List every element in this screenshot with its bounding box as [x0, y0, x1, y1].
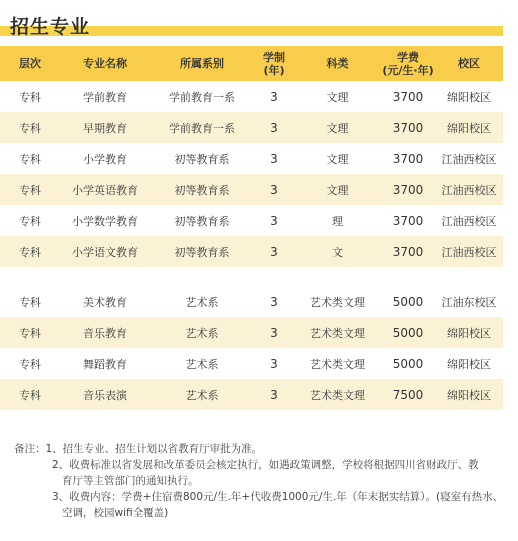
cell-level: 专科: [19, 121, 41, 135]
cell-years: 3: [270, 387, 278, 402]
cell-fee: 3700: [392, 182, 424, 197]
header-major: 专业名称: [83, 57, 127, 70]
note-line-3a: 3、收费内容：学费+住宿费800元/生.年+代收费1000元/生.年（年末据实结算）。(寝室有热水、: [52, 491, 504, 503]
cell-category: 理: [332, 214, 343, 228]
cell-category: 艺术类文理: [310, 326, 365, 340]
section-title: 招生专业: [10, 16, 91, 38]
table-row: [0, 112, 503, 143]
table-row: [0, 286, 503, 317]
cell-fee: 3700: [392, 213, 424, 228]
cell-dept: 初等教育系: [174, 245, 230, 259]
cell-dept: 学前教育一系: [169, 90, 235, 104]
header-years: [254, 51, 294, 77]
cell-campus: 绵阳校区: [447, 326, 491, 340]
cell-category: 文理: [326, 121, 349, 135]
cell-dept: 艺术系: [185, 295, 219, 309]
table-row: [0, 348, 503, 379]
table-row: [0, 205, 503, 236]
table-group-gap: [0, 267, 503, 286]
cell-level: 专科: [19, 90, 41, 104]
cell-major: 早期教育: [83, 121, 127, 135]
header-campus: 校区: [458, 57, 480, 70]
cell-dept: 初等教育系: [174, 183, 230, 197]
cell-category: 文理: [326, 90, 349, 104]
cell-major: 学前教育: [83, 90, 127, 104]
cell-level: 专科: [19, 183, 41, 197]
cell-major: 音乐表演: [83, 388, 127, 402]
table-header-row: [0, 46, 503, 81]
cell-fee: 3700: [392, 151, 424, 166]
table-body-group-2: [0, 286, 503, 410]
table-body-group-1: [0, 81, 503, 267]
table-row: [0, 379, 503, 410]
header-fee-line2: (元/生·年): [382, 63, 434, 77]
cell-fee: 5000: [392, 325, 424, 340]
table-row: [0, 174, 503, 205]
cell-category: 文理: [326, 152, 349, 166]
notes-section: [14, 441, 504, 521]
cell-major: 舞蹈教育: [83, 357, 127, 371]
cell-years: 3: [270, 244, 278, 259]
table-row: [0, 317, 503, 348]
cell-years: 3: [270, 151, 278, 166]
cell-years: 3: [270, 294, 278, 309]
table-row: [0, 143, 503, 174]
cell-fee: 7500: [392, 387, 424, 402]
cell-campus: 绵阳校区: [447, 357, 491, 371]
table-row: [0, 236, 503, 267]
cell-major: 小学数学教育: [72, 214, 138, 228]
section-header: [0, 0, 518, 46]
header-fee-line1: 学费: [397, 50, 419, 64]
header-years-line1: 学制: [263, 50, 285, 64]
cell-campus: 绵阳校区: [447, 388, 491, 402]
cell-category: 艺术类文理: [310, 295, 365, 309]
cell-years: 3: [270, 325, 278, 340]
cell-dept: 艺术系: [185, 388, 219, 402]
cell-level: 专科: [19, 357, 41, 371]
cell-level: 专科: [19, 295, 41, 309]
cell-campus: 江油西校区: [441, 152, 497, 166]
header-category: 科类: [326, 57, 349, 70]
cell-dept: 初等教育系: [174, 152, 230, 166]
cell-years: 3: [270, 89, 278, 104]
cell-major: 小学教育: [83, 152, 127, 166]
cell-fee: 5000: [392, 356, 424, 371]
cell-years: 3: [270, 213, 278, 228]
note-line-3b: 空调，校园wifi全覆盖): [62, 507, 169, 519]
cell-major: 音乐教育: [83, 326, 127, 340]
cell-campus: 江油西校区: [441, 245, 497, 259]
header-dept: 所属系别: [180, 57, 224, 70]
cell-campus: 江油东校区: [441, 295, 497, 309]
cell-level: 专科: [19, 388, 41, 402]
cell-campus: 江油西校区: [441, 183, 497, 197]
cell-dept: 艺术系: [185, 326, 219, 340]
header-level: 层次: [19, 57, 41, 70]
cell-fee: 3700: [392, 244, 424, 259]
cell-dept: 艺术系: [185, 357, 219, 371]
majors-table: [0, 46, 503, 410]
cell-campus: 绵阳校区: [447, 90, 491, 104]
cell-fee: 3700: [392, 89, 424, 104]
note-line-2b: 育厅等主管部门的通知执行。: [62, 475, 199, 487]
cell-fee: 3700: [392, 120, 424, 135]
note-line-1: 备注：1、招生专业、招生计划以省教育厅审批为准。: [14, 443, 263, 455]
header-years-line2: (年): [263, 63, 285, 77]
cell-dept: 学前教育一系: [169, 121, 235, 135]
table-row: [0, 81, 503, 112]
cell-years: 3: [270, 120, 278, 135]
cell-category: 文: [332, 245, 343, 259]
cell-years: 3: [270, 182, 278, 197]
cell-level: 专科: [19, 214, 41, 228]
cell-campus: 绵阳校区: [447, 121, 491, 135]
cell-major: 小学英语教育: [72, 183, 138, 197]
cell-category: 艺术类文理: [310, 357, 365, 371]
note-line-2a: 2、收费标准以省发展和改革委员会核定执行，如遇政策调整，学校将根据四川省财政厅、教: [52, 459, 479, 471]
cell-level: 专科: [19, 245, 41, 259]
cell-category: 文理: [326, 183, 349, 197]
cell-major: 美术教育: [83, 295, 127, 309]
cell-category: 艺术类文理: [310, 388, 365, 402]
cell-level: 专科: [19, 152, 41, 166]
cell-years: 3: [270, 356, 278, 371]
header-fee: [381, 51, 435, 77]
cell-major: 小学语文教育: [72, 245, 138, 259]
cell-level: 专科: [19, 326, 41, 340]
cell-dept: 初等教育系: [174, 214, 230, 228]
cell-campus: 江油西校区: [441, 214, 497, 228]
cell-fee: 5000: [392, 294, 424, 309]
